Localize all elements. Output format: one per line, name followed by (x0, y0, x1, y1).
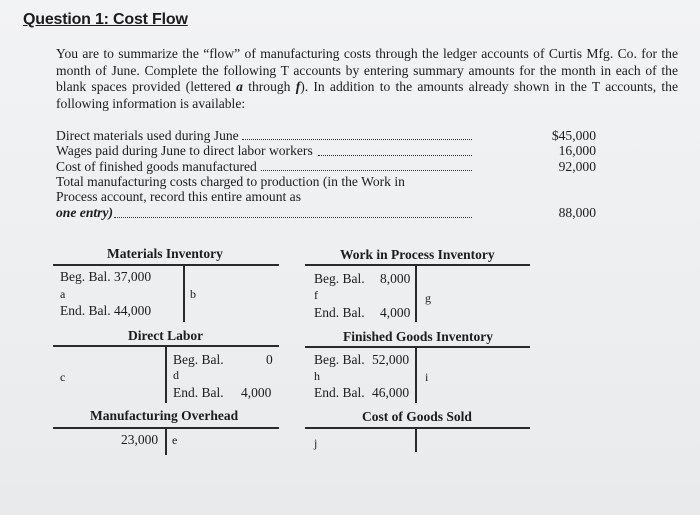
wip-end-value: 4,000 (380, 305, 411, 320)
intro-line-2: month of June. Complete the following T accounts by entering summary amounts for the month in each of the (56, 62, 678, 78)
cogs-title: Cost of Goods Sold (362, 409, 472, 424)
intro-line-3c: ). In addition to the amounts already shown in the T accounts, the (300, 79, 678, 94)
blank-i: i (425, 370, 429, 384)
info-row-direct-materials (56, 128, 596, 143)
intro-line-1: You are to summarize the “flow” of manufacturing costs through the ledger accounts of Curtis Mfg. Co. for the (56, 46, 678, 61)
info-label: one entry) (56, 205, 114, 221)
info-value: 16,000 (558, 143, 596, 159)
info-value: 92,000 (558, 158, 596, 174)
info-row-finished-goods (56, 158, 596, 174)
instructions-paragraph (56, 46, 678, 112)
blank-c: c (60, 370, 66, 384)
direct-labor-title: Direct Labor (128, 328, 204, 343)
question-title: Question 1: Cost Flow (23, 11, 188, 28)
blank-d: d (173, 368, 179, 382)
info-label: Direct materials used during June (56, 128, 239, 143)
intro-line-3a: blank spaces provided (lettered (56, 79, 237, 94)
info-value: 88,000 (558, 205, 596, 221)
info-row-wages (56, 143, 596, 159)
wip-inventory-title: Work in Process Inventory (340, 247, 495, 262)
finished-beg-label: Beg. Bal. (314, 352, 365, 367)
letter-a: a (236, 79, 243, 94)
finished-end-label: End. Bal. (314, 385, 365, 400)
materials-inventory-title: Materials Inventory (107, 246, 223, 261)
blank-a: a (60, 287, 66, 301)
intro-line-4: following information is available: (56, 95, 246, 111)
blank-f: f (314, 288, 318, 302)
overhead-debit: 23,000 (121, 432, 159, 447)
info-label: Cost of finished goods manufactured (56, 158, 257, 174)
manufacturing-overhead-title: Manufacturing Overhead (90, 408, 239, 423)
blank-e: e (172, 433, 178, 447)
info-label: Total manufacturing costs charged to production (in the Work in (56, 173, 405, 189)
materials-end-balance: End. Bal. 44,000 (60, 303, 152, 318)
labor-end-label: End. Bal. (173, 385, 224, 400)
info-row-total-costs-3 (56, 205, 596, 221)
blank-j: j (314, 436, 318, 450)
blank-b: b (190, 287, 196, 301)
wip-beg-value: 8,000 (380, 271, 411, 286)
info-row-total-costs-2 (56, 189, 546, 204)
finished-beg-value: 52,000 (372, 352, 410, 367)
blank-h: h (314, 369, 320, 383)
letter-f: f (295, 79, 301, 94)
blank-g: g (425, 291, 431, 305)
info-label: Wages paid during June to direct labor workers (56, 143, 313, 159)
intro-line-3b: through (242, 79, 296, 94)
given-information (56, 128, 596, 221)
labor-beg-value: 0 (266, 352, 273, 367)
info-value: $45,000 (551, 128, 596, 143)
wip-beg-label: Beg. Bal. (314, 271, 365, 286)
wip-end-label: End. Bal. (314, 305, 365, 320)
info-row-total-costs-1 (56, 174, 546, 189)
labor-beg-label: Beg. Bal. (173, 352, 224, 367)
materials-beg-balance: Beg. Bal. 37,000 (60, 269, 152, 284)
labor-end-value: 4,000 (241, 385, 272, 400)
info-label: Process account, record this entire amount as (56, 189, 301, 205)
finished-end-value: 46,000 (372, 385, 410, 400)
finished-goods-title: Finished Goods Inventory (343, 329, 494, 344)
